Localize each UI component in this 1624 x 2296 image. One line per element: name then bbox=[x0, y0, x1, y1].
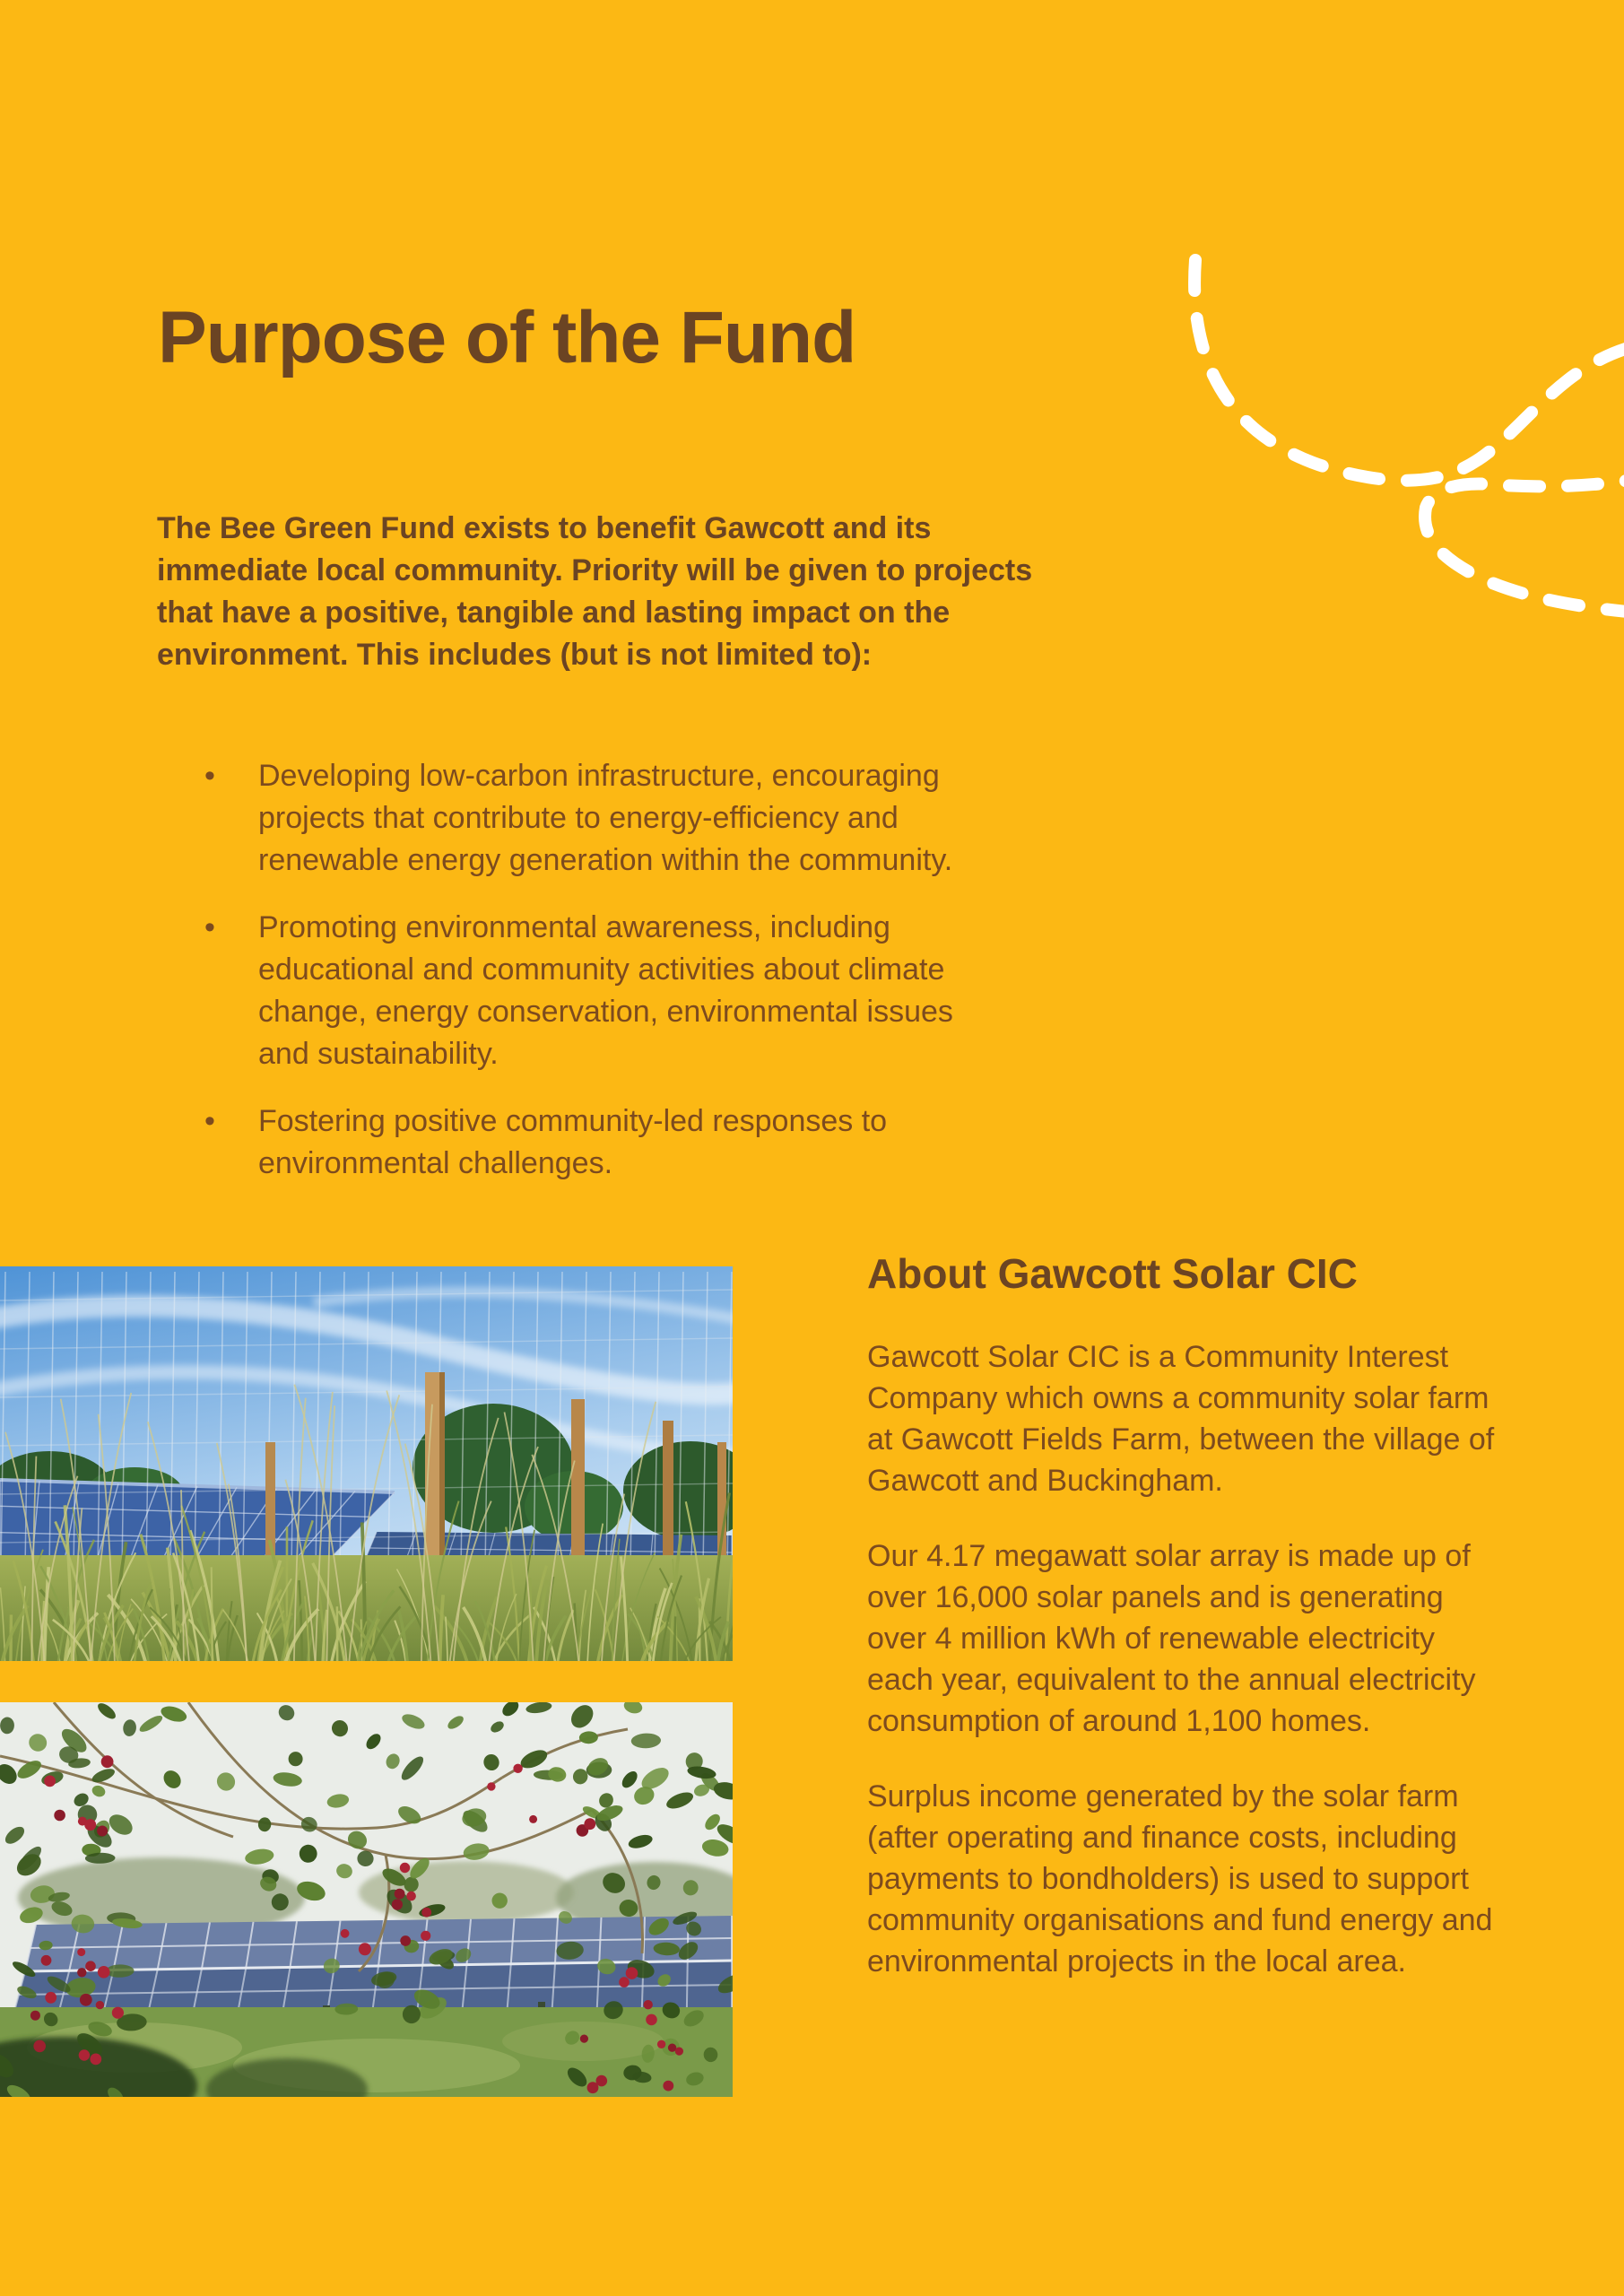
about-paragraph: Gawcott Solar CIC is a Community Interest Company which owns a community solar farm at Gawcott Fields Farm, between the village of Gawcott and Buckingham. bbox=[867, 1340, 1495, 1498]
list-item bbox=[204, 1100, 1012, 1185]
bullet-text: Promoting environmental awareness, including educational and community activities about climate change, energy conservation, environmental issues and sustainability. bbox=[258, 910, 953, 1071]
about-paragraph: Surplus income generated by the solar farm (after operating and finance costs, including payments to bondholders) is used to support community organisations and fund energy and environmental projects in the local area. bbox=[867, 1779, 1493, 1979]
about-heading: About Gawcott Solar CIC bbox=[867, 1250, 1358, 1297]
page-title: Purpose of the Fund bbox=[158, 297, 856, 378]
solar-farm-photo bbox=[0, 1266, 733, 1661]
bullet-text: Developing low-carbon infrastructure, encouraging projects that contribute to energy-efficiency and renewable energy generation within the community. bbox=[258, 759, 953, 877]
hawthorn-illustration bbox=[0, 1702, 733, 2097]
purpose-bullet-list bbox=[204, 755, 1012, 1210]
bullet-icon: • bbox=[204, 759, 215, 793]
about-section bbox=[867, 1252, 1495, 2016]
bullet-icon: • bbox=[204, 1104, 215, 1138]
bullet-icon: • bbox=[204, 910, 215, 944]
hawthorn-berries-photo bbox=[0, 1702, 733, 2097]
solar-farm-illustration bbox=[0, 1266, 733, 1661]
about-paragraph: Our 4.17 megawatt solar array is made up of over 16,000 solar panels and is generating over 4 million kWh of renewable electricity each year, equivalent to the annual electricity consumption of around 1,100 homes. bbox=[867, 1539, 1476, 1738]
intro-paragraph: The Bee Green Fund exists to benefit Gawcott and its immediate local community. Priority will be given to projects that have a positive, tangible and lasting impact on the environment. This includes (but is not limited to): bbox=[157, 511, 1033, 672]
bee-flight-path-icon bbox=[1112, 215, 1624, 646]
list-item bbox=[204, 907, 1012, 1075]
list-item bbox=[204, 755, 1012, 882]
bullet-text: Fostering positive community-led responses to environmental challenges. bbox=[258, 1104, 888, 1180]
